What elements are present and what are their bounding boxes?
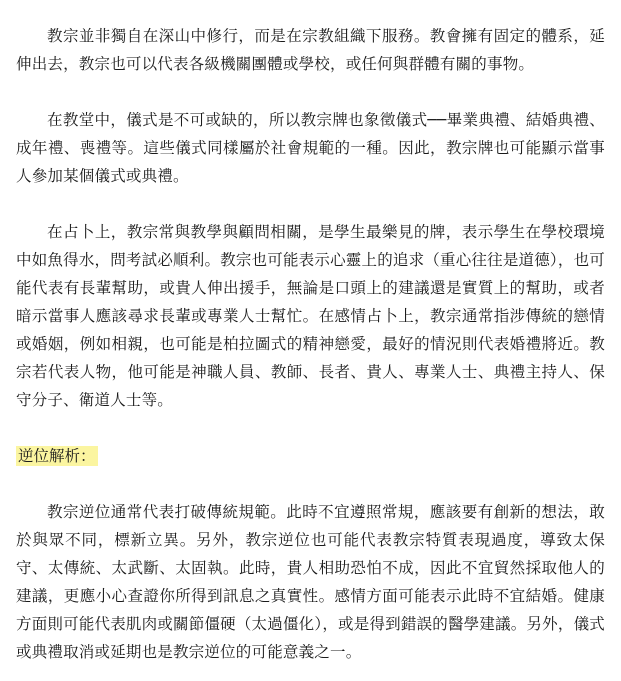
reversed-heading: 逆位解析： (18, 447, 96, 465)
paragraph-spacer (16, 190, 605, 218)
reversed-heading-line (16, 442, 605, 470)
paragraph-ceremony: 在教堂中，儀式是不可或缺的，所以教宗牌也象徵儀式──畢業典禮、結婚典禮、成年禮、喪禮等。這些儀式同樣屬於社會規範的一種。因此，教宗牌也可能顯示當事人參加某個儀式或典禮。 (16, 111, 605, 185)
paragraph-divination: 在占卜上，教宗常與教學與顧問相關，是學生最樂見的牌，表示學生在學校環境中如魚得水，問考試必順利。教宗也可能表示心靈上的追求（重心往往是道德），也可能代表有長輩幫助，或貴人伸出援手，無論是口頭上的建議還是實質上的幫助，或者暗示當事人應該尋求長輩或專業人士幫忙。在感情占卜上，教宗通常指涉傳統的戀情或婚姻，例如相親，也可能是柏拉圖式的精神戀愛，最好的情況則代表婚禮將近。教宗若代表人物，他可能是神職人員、教師、長者、貴人、專業人士、典禮主持人、保守分子、衛道人士等。 (16, 223, 605, 409)
paragraph-reversed: 教宗逆位通常代表打破傳統規範。此時不宜遵照常規，應該要有創新的想法，敢於與眾不同，標新立異。另外，教宗逆位也可能代表教宗特質表現過度，導致太保守、太傳統、太武斷、太固執。此時，貴人相助恐怕不成，因此不宜貿然採取他人的建議，更應小心查證你所得到訊息之真實性。感情方面可能表示此時不宜結婚。健康方面則可能代表肌肉或關節僵硬（太過僵化），或是得到錯誤的醫學建議。另外，儀式或典禮取消或延期也是教宗逆位的可能意義之一。 (16, 503, 605, 661)
paragraph-organization: 教宗並非獨自在深山中修行，而是在宗教組織下服務。教會擁有固定的體系，延伸出去，教宗也可以代表各級機關團體或學校，或任何與群體有關的事物。 (16, 27, 605, 73)
paragraph-spacer (16, 414, 605, 442)
paragraph-spacer (16, 470, 605, 498)
paragraph-spacer (16, 78, 605, 106)
